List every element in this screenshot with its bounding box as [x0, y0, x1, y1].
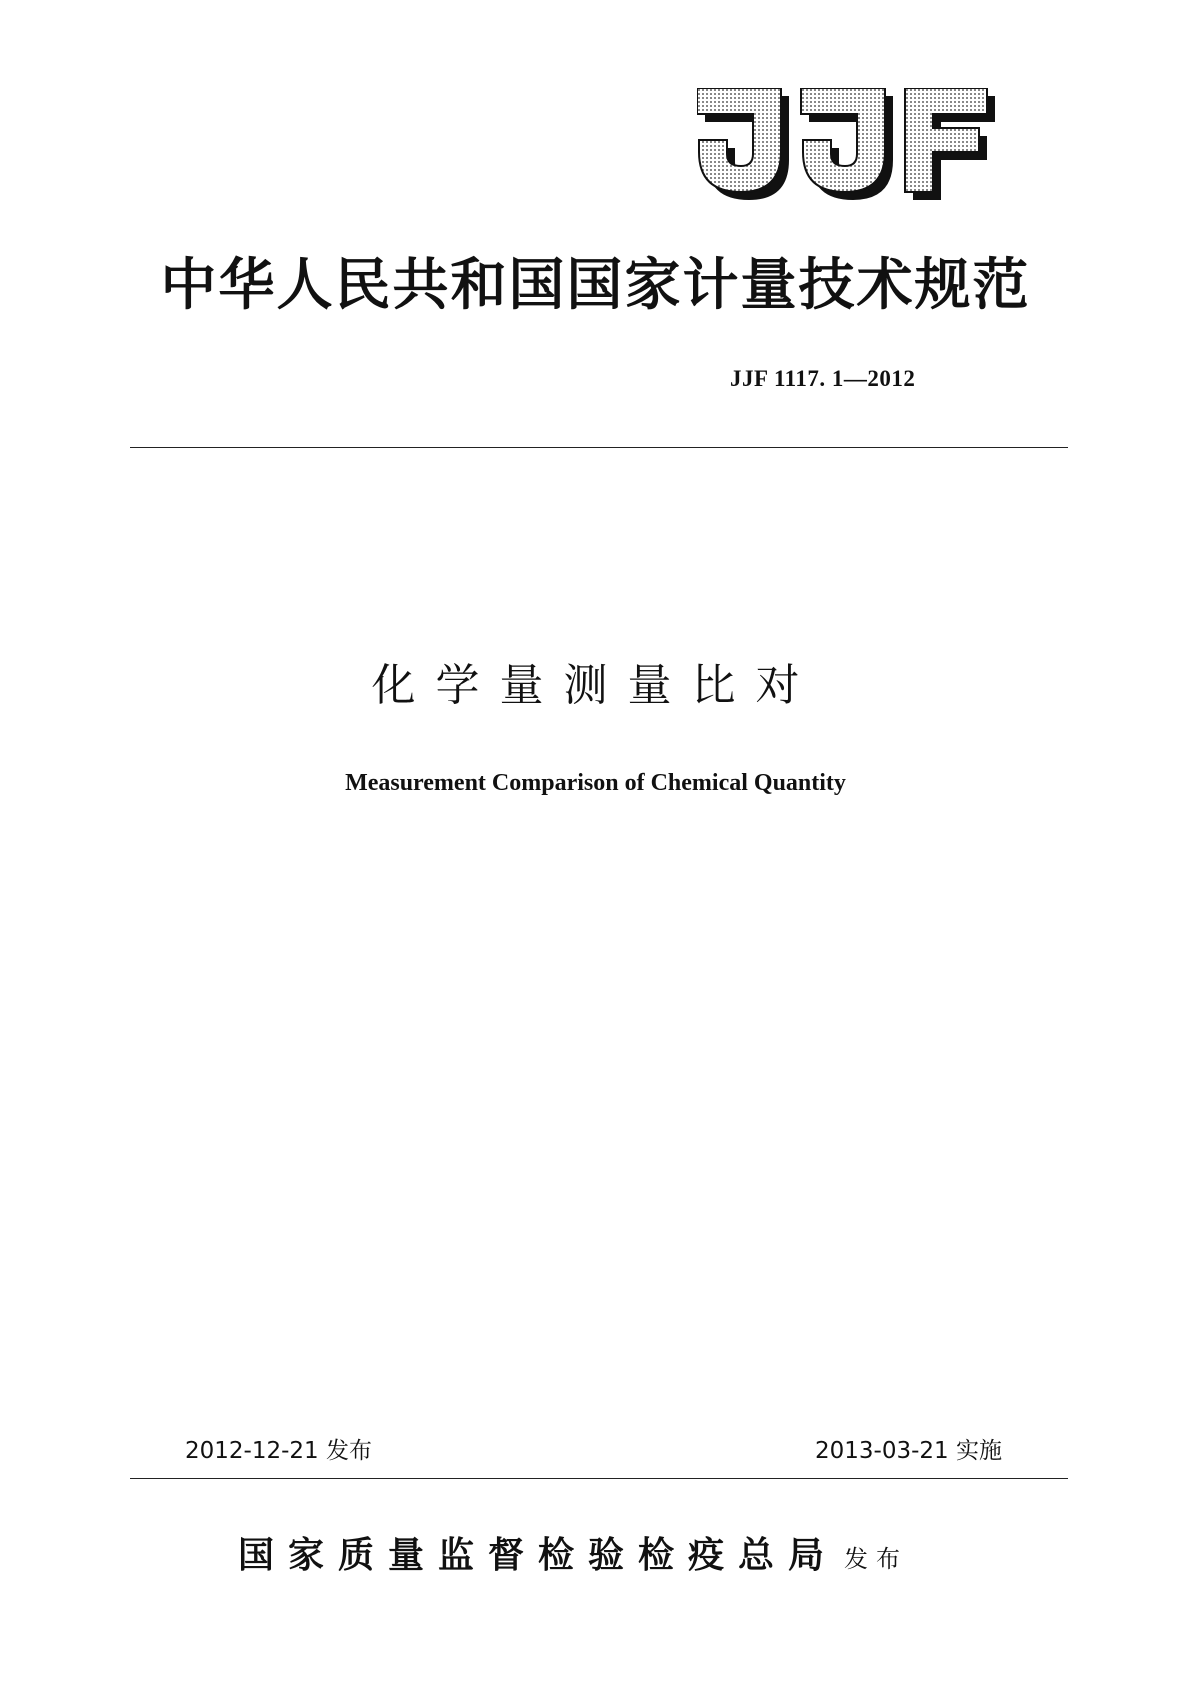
publisher-organization: 国家质量监督检验检疫总局: [238, 1534, 839, 1576]
effective-date: 2013-03-21 实施: [815, 1438, 1002, 1464]
publisher-line: [238, 1527, 908, 1578]
publisher-suffix: 发布: [844, 1545, 909, 1573]
regulation-category-title: 中华人民共和国国家计量技术规范: [160, 252, 1031, 318]
issue-date: 2012-12-21 发布: [185, 1438, 372, 1464]
jjf-logo: [697, 88, 997, 206]
bottom-divider: [130, 1478, 1068, 1479]
top-divider: [130, 447, 1068, 448]
document-title: 化学量测量比对: [371, 660, 820, 711]
document-subtitle-english: Measurement Comparison of Chemical Quantity: [345, 770, 846, 796]
standard-number: JJF 1117. 1—2012: [730, 366, 916, 391]
